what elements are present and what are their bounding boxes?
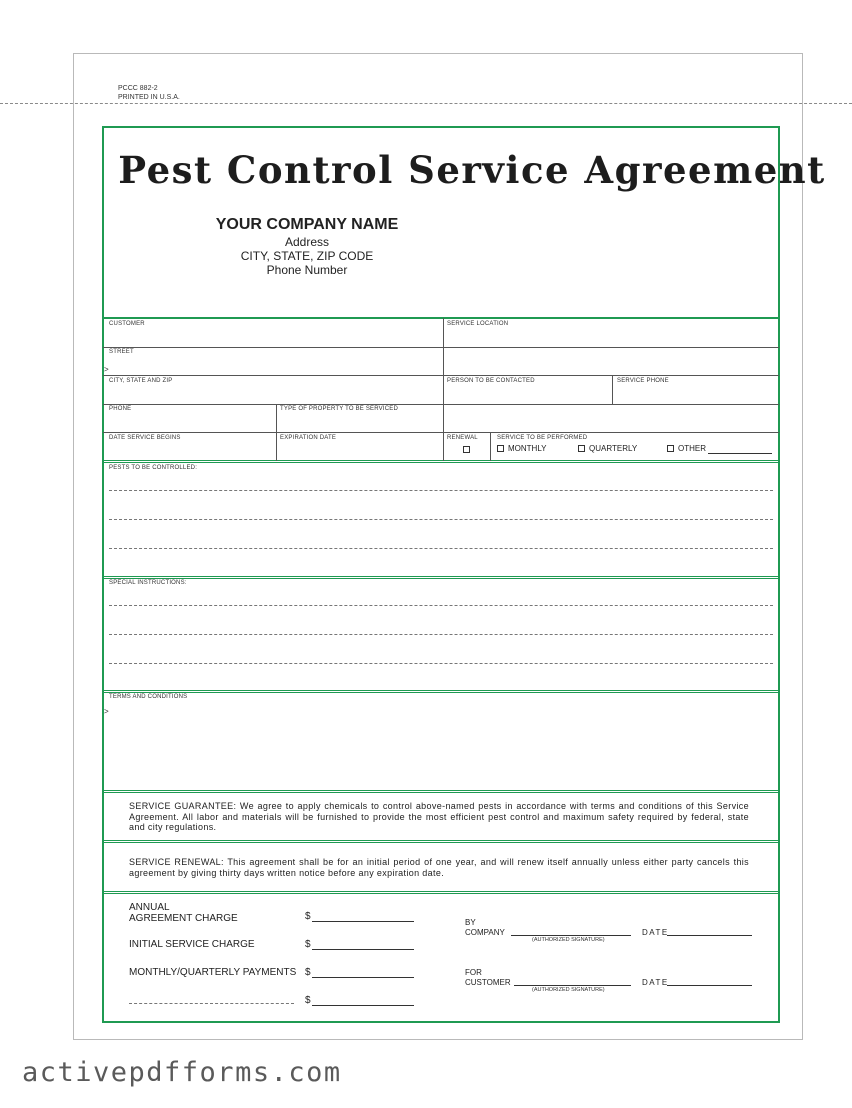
tear-line (0, 103, 852, 104)
company-date-field[interactable] (667, 935, 752, 936)
section-divider (103, 576, 779, 579)
service-guarantee: SERVICE GUARANTEE: We agree to apply chemicals to control above-named pests in accordance with terms and conditions of this Service Agreement. All labor and materials will be furnished to provide the most efficient pest control and maximum safety required by federal, state and city regulations. (129, 801, 749, 832)
field-marker: > (104, 365, 109, 374)
quarterly-option: QUARTERLY (589, 444, 638, 453)
column-divider (276, 405, 277, 461)
section-divider (103, 840, 779, 843)
pests-label: PESTS TO BE CONTROLLED: (109, 465, 198, 471)
customer-label: CUSTOMER (109, 321, 145, 327)
field-marker: > (104, 707, 109, 716)
custom-charge-field[interactable] (312, 1005, 414, 1006)
other-option: OTHER (678, 444, 706, 453)
pests-line[interactable] (109, 548, 773, 549)
agreement-charge-line: AGREEMENT CHARGE (129, 913, 238, 924)
dollar-sign: $ (305, 995, 311, 1006)
annual-charge-label (129, 902, 238, 924)
property-type-label: TYPE OF PROPERTY TO BE SERVICED (280, 406, 399, 412)
company-sign-label (465, 918, 505, 938)
column-divider (443, 318, 444, 461)
street-label: STREET (109, 349, 134, 355)
service-phone-label: SERVICE PHONE (617, 378, 669, 384)
annual-charge-field[interactable] (312, 921, 414, 922)
by-label: BY (465, 918, 476, 927)
renewal-label: RENEWAL (447, 435, 478, 441)
pests-line[interactable] (109, 519, 773, 520)
expiration-label: EXPIRATION DATE (280, 435, 337, 441)
column-divider (490, 433, 491, 461)
row-divider (103, 404, 779, 405)
annual-line: ANNUAL (129, 902, 170, 913)
city-state-zip-label: CITY, STATE AND ZIP (109, 378, 173, 384)
terms-label: TERMS AND CONDITIONS (109, 694, 188, 700)
quarterly-checkbox[interactable] (578, 445, 585, 452)
company-signature-field[interactable] (511, 935, 631, 936)
dollar-sign: $ (305, 911, 311, 922)
section-divider (103, 460, 779, 463)
payments-label: MONTHLY/QUARTERLY PAYMENTS (129, 967, 297, 978)
date-label: DATE (642, 978, 669, 987)
other-field-line[interactable] (708, 453, 772, 454)
special-instructions-label: SPECIAL INSTRUCTIONS: (109, 580, 187, 586)
instructions-line[interactable] (109, 605, 773, 606)
service-location-label: SERVICE LOCATION (447, 321, 509, 327)
service-renewal: SERVICE RENEWAL: This agreement shall be for an initial period of one year, and will renew itself annually unless either party cancels this agreement by giving thirty days written notice before any expiration date. (129, 857, 749, 878)
company-name: YOUR COMPANY NAME (215, 216, 399, 233)
dollar-sign: $ (305, 967, 311, 978)
customer-signature-field[interactable] (514, 985, 631, 986)
column-divider (612, 376, 613, 404)
for-label: FOR (465, 968, 482, 977)
payments-field[interactable] (312, 977, 414, 978)
row-divider (103, 375, 779, 376)
section-divider (103, 891, 779, 894)
page-title (0, 148, 852, 192)
section-divider (103, 690, 779, 693)
authorized-caption: (AUTHORIZED SIGNATURE) (532, 987, 605, 993)
row-divider (103, 347, 779, 348)
monthly-option: MONTHLY (508, 444, 547, 453)
renewal-checkbox[interactable] (463, 446, 470, 453)
watermark: activepdfforms.com (22, 1057, 342, 1088)
other-checkbox[interactable] (667, 445, 674, 452)
date-label: DATE (642, 928, 669, 937)
monthly-checkbox[interactable] (497, 445, 504, 452)
initial-charge-label: INITIAL SERVICE CHARGE (129, 939, 255, 950)
service-performed-label: SERVICE TO BE PERFORMED (497, 435, 588, 441)
form-number: PCCC 882-2 (118, 85, 158, 92)
company-phone: Phone Number (266, 263, 348, 277)
title-text: Pest Control Service Agreement (118, 148, 826, 192)
pests-line[interactable] (109, 490, 773, 491)
section-divider (103, 790, 779, 793)
instructions-line[interactable] (109, 634, 773, 635)
customer-sign-label (465, 968, 511, 988)
customer-date-field[interactable] (667, 985, 752, 986)
initial-charge-field[interactable] (312, 949, 414, 950)
company-city: CITY, STATE, ZIP CODE (240, 249, 374, 263)
instructions-line[interactable] (109, 663, 773, 664)
row-divider (103, 432, 779, 433)
authorized-caption: (AUTHORIZED SIGNATURE) (532, 937, 605, 943)
company-address: Address (284, 235, 330, 249)
dollar-sign: $ (305, 939, 311, 950)
printed-note: PRINTED IN U.S.A. (118, 94, 180, 101)
person-contacted-label: PERSON TO BE CONTACTED (447, 378, 535, 384)
date-begins-label: DATE SERVICE BEGINS (109, 435, 181, 441)
phone-label: PHONE (109, 406, 132, 412)
customer-label: CUSTOMER (465, 978, 511, 987)
company-block (200, 215, 414, 277)
section-divider (103, 317, 779, 319)
form-code (118, 84, 180, 102)
custom-charge-label-line[interactable] (129, 1003, 294, 1004)
company-label: COMPANY (465, 928, 505, 937)
